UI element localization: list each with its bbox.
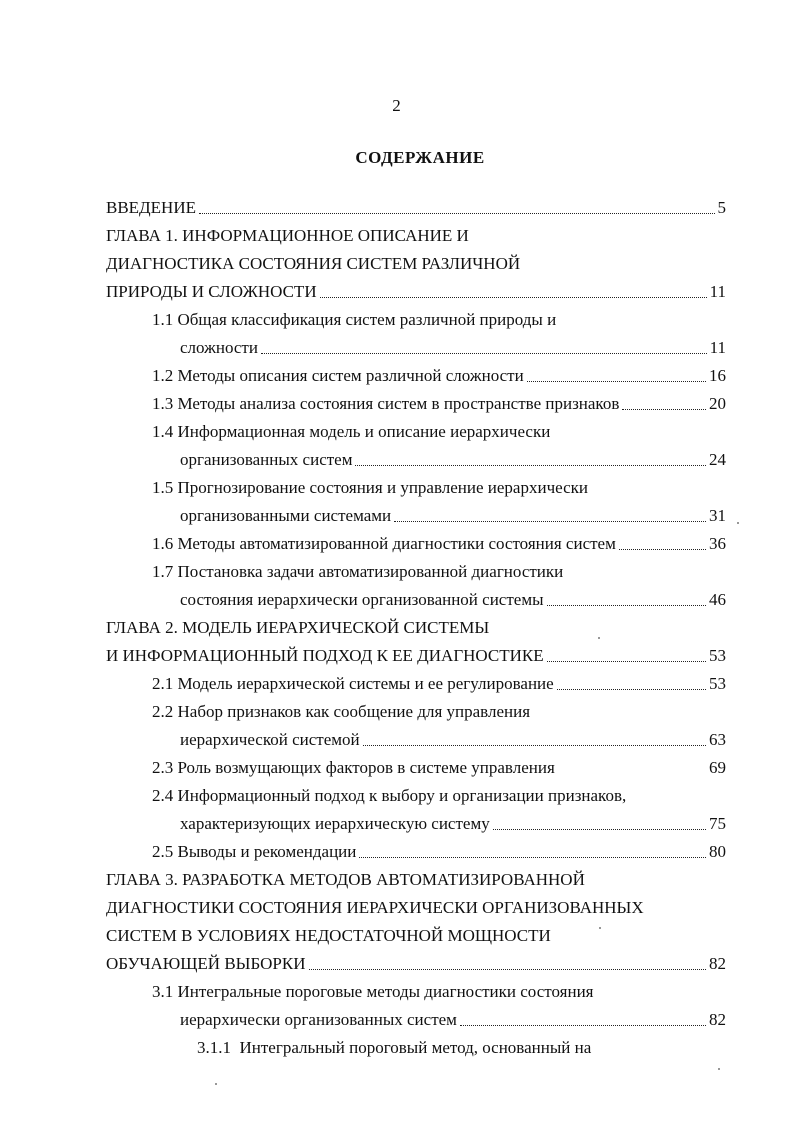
toc-entry-text: ОБУЧАЮЩЕЙ ВЫБОРКИ	[106, 954, 306, 973]
scan-speck	[718, 1068, 720, 1070]
toc-section-1-7-line-1[interactable]	[152, 556, 563, 582]
toc-entry-text: 3.1.1 Интегральный пороговый метод, основанный на	[197, 1038, 592, 1057]
leader-dots	[547, 605, 707, 606]
toc-page-number: 11	[709, 282, 726, 301]
leader-dots	[394, 521, 706, 522]
scan-speck	[215, 1083, 217, 1085]
toc-page-number: 16	[709, 366, 726, 385]
toc-page-number: 82	[709, 954, 726, 973]
toc-page-number: 46	[709, 590, 726, 609]
toc-section-1-3[interactable]	[152, 388, 726, 414]
toc-page-number: 82	[709, 1010, 726, 1029]
toc-entry-text: И ИНФОРМАЦИОННЫЙ ПОДХОД К ЕЕ ДИАГНОСТИКЕ	[106, 646, 544, 665]
toc-entry-text: 1.5 Прогнозирование состояния и управление иерархически	[152, 478, 588, 497]
toc-entry-text: 2.2 Набор признаков как сообщение для управления	[152, 702, 531, 721]
leader-dots	[547, 661, 706, 662]
toc-chapter-3-line-3[interactable]	[106, 920, 551, 946]
toc-section-3-1-line-1[interactable]	[152, 976, 594, 1002]
leader-dots	[355, 465, 706, 466]
toc-entry-text: ДИАГНОСТИКИ СОСТОЯНИЯ ИЕРАРХИЧЕСКИ ОРГАНИЗОВАННЫХ	[106, 898, 644, 917]
leader-dots	[527, 381, 706, 382]
toc-page-number: 69	[709, 758, 726, 777]
toc-entry-text: ГЛАВА 2. МОДЕЛЬ ИЕРАРХИЧЕСКОЙ СИСТЕМЫ	[106, 618, 490, 637]
page-number: 2	[392, 96, 401, 115]
toc-entry-text: характеризующих иерархическую систему	[180, 814, 490, 833]
toc-section-1-1-line-2[interactable]	[180, 332, 726, 358]
toc-section-1-4-line-2[interactable]	[180, 444, 726, 470]
toc-section-1-2[interactable]	[152, 360, 726, 386]
leader-dots	[622, 409, 706, 410]
toc-chapter-3-line-1[interactable]	[106, 864, 585, 890]
toc-section-2-3[interactable]	[152, 752, 726, 778]
toc-entry-text: иерархической системой	[180, 730, 360, 749]
toc-section-1-5-line-2[interactable]	[180, 500, 726, 526]
toc-entry-text: 1.4 Информационная модель и описание иерархически	[152, 422, 551, 441]
toc-entry-text: 2.1 Модель иерархической системы и ее регулирование	[152, 674, 554, 693]
toc-entry-text: 2.5 Выводы и рекомендации	[152, 842, 357, 861]
toc-page-number: 11	[709, 338, 726, 357]
toc-entry-text: 2.4 Информационный подход к выбору и организации признаков,	[152, 786, 627, 805]
toc-page-number: 53	[709, 674, 726, 693]
toc-entry-text: ДИАГНОСТИКА СОСТОЯНИЯ СИСТЕМ РАЗЛИЧНОЙ	[106, 254, 521, 273]
toc-chapter-1-line-3[interactable]	[106, 276, 726, 302]
leader-dots	[493, 829, 706, 830]
toc-entry-text: ВВЕДЕНИЕ	[106, 198, 196, 217]
toc-chapter-3-line-4[interactable]	[106, 948, 726, 974]
leader-dots	[359, 857, 706, 858]
toc-section-2-2-line-1[interactable]	[152, 696, 530, 722]
contents-title: СОДЕРЖАНИЕ	[355, 148, 485, 167]
scan-speck	[599, 927, 601, 929]
toc-entry-text: состояния иерархически организованной системы	[180, 590, 544, 609]
toc-chapter-1-line-1[interactable]	[106, 220, 469, 246]
leader-dots	[460, 1025, 706, 1026]
toc-section-2-2-line-2[interactable]	[180, 724, 726, 750]
leader-dots	[363, 745, 706, 746]
toc-entry-introduction[interactable]	[106, 192, 726, 218]
toc-page-number: 63	[709, 730, 726, 749]
leader-dots	[309, 969, 707, 970]
leader-dots	[199, 213, 715, 214]
toc-entry-text: 1.6 Методы автоматизированной диагностики состояния систем	[152, 534, 616, 553]
toc-chapter-2-line-1[interactable]	[106, 612, 489, 638]
toc-page-number: 75	[709, 814, 726, 833]
toc-section-2-4-line-2[interactable]	[180, 808, 726, 834]
toc-entry-text: СИСТЕМ В УСЛОВИЯХ НЕДОСТАТОЧНОЙ МОЩНОСТИ	[106, 926, 551, 945]
toc-page-number: 80	[709, 842, 726, 861]
toc-section-1-7-line-2[interactable]	[180, 584, 726, 610]
toc-section-2-4-line-1[interactable]	[152, 780, 626, 806]
leader-dots	[557, 689, 706, 690]
toc-section-1-1-line-1[interactable]	[152, 304, 556, 330]
toc-chapter-3-line-2[interactable]	[106, 892, 644, 918]
leader-dots	[261, 353, 707, 354]
toc-entry-text: 1.1 Общая классификация систем различной природы и	[152, 310, 557, 329]
toc-section-2-1[interactable]	[152, 668, 726, 694]
toc-entry-text: 1.7 Постановка задачи автоматизированной диагностики	[152, 562, 564, 581]
toc-section-2-5[interactable]	[152, 836, 726, 862]
leader-dots	[619, 549, 706, 550]
toc-entry-text: 1.2 Методы описания систем различной сложности	[152, 366, 524, 385]
toc-chapter-2-line-2[interactable]	[106, 640, 726, 666]
toc-section-1-4-line-1[interactable]	[152, 416, 550, 442]
toc-page-number: 24	[709, 450, 726, 469]
toc-entry-text: ГЛАВА 3. РАЗРАБОТКА МЕТОДОВ АВТОМАТИЗИРОВАННОЙ	[106, 870, 585, 889]
toc-subsection-3-1-1[interactable]	[197, 1032, 591, 1058]
scan-speck	[598, 637, 600, 639]
toc-section-1-6[interactable]	[152, 528, 726, 554]
toc-entry-text: ПРИРОДЫ И СЛОЖНОСТИ	[106, 282, 317, 301]
toc-entry-text: 3.1 Интегральные пороговые методы диагностики состояния	[152, 982, 594, 1001]
leader-dots	[320, 297, 707, 298]
toc-section-1-5-line-1[interactable]	[152, 472, 588, 498]
toc-entry-text: иерархически организованных систем	[180, 1010, 457, 1029]
toc-page-number: 20	[709, 394, 726, 413]
toc-entry-text: организованных систем	[180, 450, 353, 469]
toc-entry-text: ГЛАВА 1. ИНФОРМАЦИОННОЕ ОПИСАНИЕ И	[106, 226, 469, 245]
toc-entry-text: 1.3 Методы анализа состояния систем в пространстве признаков	[152, 394, 620, 413]
toc-entry-text: 2.3 Роль возмущающих факторов в системе управления	[152, 758, 555, 777]
scan-speck	[737, 522, 739, 524]
toc-page-number: 36	[709, 534, 726, 553]
toc-page-number: 53	[709, 646, 726, 665]
toc-section-3-1-line-2[interactable]	[180, 1004, 726, 1030]
toc-page-number: 5	[717, 198, 726, 217]
toc-page-number: 31	[709, 506, 726, 525]
toc-entry-text: сложности	[180, 338, 258, 357]
toc-entry-text: организованными системами	[180, 506, 392, 525]
toc-chapter-1-line-2[interactable]	[106, 248, 520, 274]
